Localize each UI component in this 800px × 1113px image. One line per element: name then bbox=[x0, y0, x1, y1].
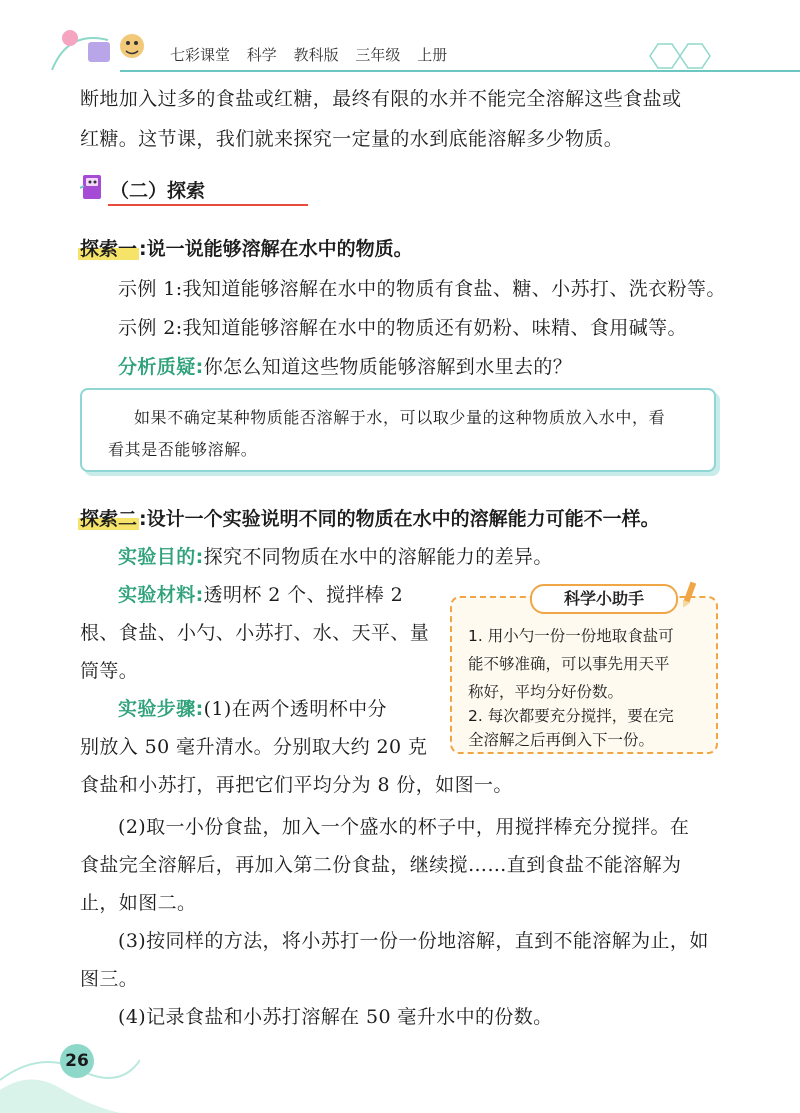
step1-text-1: (1)在两个透明杯中分 bbox=[203, 698, 387, 720]
step1-line-2: 别放入 50 毫升清水。分别取大约 20 克 bbox=[80, 736, 428, 758]
materials-label: 实验材料: bbox=[118, 584, 204, 606]
science-helper-box bbox=[450, 596, 718, 754]
materials-line-2: 根、食盐、小勺、小苏打、水、天平、量 bbox=[80, 622, 430, 644]
helper-tip1-line2: 能不够准确，可以事先用天平 bbox=[468, 655, 670, 673]
header-subject: 科学 bbox=[246, 46, 277, 64]
purpose-line bbox=[118, 542, 553, 569]
example-1: 示例 1:我知道能够溶解在水中的物质有食盐、糖、小苏打、洗衣粉等。 bbox=[118, 278, 726, 300]
purpose-text: 探究不同物质在水中的溶解能力的差异。 bbox=[203, 546, 553, 568]
analysis-label: 分析质疑: bbox=[118, 356, 204, 378]
explore-two-tag: 探索二 bbox=[80, 508, 138, 530]
step3-line-2: 图三。 bbox=[80, 968, 139, 990]
explore-two-title: :设计一个实验说明不同的物质在水中的溶解能力可能不一样。 bbox=[139, 508, 660, 530]
note-line-2: 看其是否能够溶解。 bbox=[108, 440, 258, 459]
page-header bbox=[0, 0, 800, 80]
explore-one-title: :说一说能够溶解在水中的物质。 bbox=[139, 238, 413, 260]
book-mascot-icon bbox=[80, 172, 106, 202]
section-title: （二）探索 bbox=[110, 180, 206, 202]
helper-tip1-line3: 称好，平均分好份数。 bbox=[468, 683, 624, 701]
header-term: 上册 bbox=[417, 46, 448, 64]
example-2: 示例 2:我知道能够溶解在水中的物质还有奶粉、味精、食用碱等。 bbox=[118, 317, 687, 339]
analysis-line bbox=[118, 352, 572, 379]
helper-tip2-line1: 2. 每次都要充分搅拌，要在完 bbox=[468, 707, 674, 725]
explore-one-heading bbox=[78, 234, 413, 261]
section-underline bbox=[108, 204, 308, 206]
pencil-icon bbox=[680, 580, 700, 610]
steps-line-1 bbox=[118, 694, 387, 721]
helper-tip2-line2: 全溶解之后再倒入下一份。 bbox=[468, 731, 655, 749]
step4-line: (4)记录食盐和小苏打溶解在 50 毫升水中的份数。 bbox=[118, 1006, 553, 1028]
note-line-1: 如果不确定某种物质能否溶解于水，可以取少量的这种物质放入水中，看 bbox=[134, 408, 666, 427]
step2-line-1: (2)取一小份食盐，加入一个盛水的杯子中，用搅拌棒充分搅拌。在 bbox=[118, 816, 690, 838]
intro-line-2: 红糖。这节课，我们就来探究一定量的水到底能溶解多少物质。 bbox=[80, 128, 624, 150]
helper-title-text: 科学小助手 bbox=[563, 589, 644, 608]
steps-label: 实验步骤: bbox=[118, 698, 204, 720]
tip-note-box bbox=[80, 388, 716, 472]
explore-one-tag: 探索一 bbox=[80, 238, 138, 260]
materials-text-1: 透明杯 2 个、搅拌棒 2 bbox=[203, 584, 404, 606]
helper-title bbox=[530, 584, 678, 614]
explore-two-heading bbox=[78, 504, 660, 531]
purpose-label: 实验目的: bbox=[118, 546, 204, 568]
intro-line-1: 断地加入过多的食盐或红糖，最终有限的水并不能完全溶解这些食盐或 bbox=[80, 88, 682, 110]
analysis-text: 你怎么知道这些物质能够溶解到水里去的？ bbox=[203, 356, 573, 378]
step2-line-2: 食盐完全溶解后，再加入第二份食盐，继续搅……直到食盐不能溶解为 bbox=[80, 854, 682, 876]
header-brand: 七彩课堂 bbox=[170, 46, 231, 64]
step1-line-3: 食盐和小苏打，再把它们平均分为 8 份，如图一。 bbox=[80, 774, 513, 796]
materials-line-3: 筒等。 bbox=[80, 660, 139, 682]
header-breadcrumb bbox=[170, 44, 459, 65]
step2-line-3: 止，如图二。 bbox=[80, 892, 197, 914]
page-number: 26 bbox=[60, 1044, 94, 1078]
header-edition: 教科版 bbox=[293, 46, 339, 64]
step3-line-1: (3)按同样的方法，将小苏打一份一份地溶解，直到不能溶解为止，如 bbox=[118, 930, 709, 952]
materials-line-1 bbox=[118, 580, 403, 607]
helper-tip1-line1: 1. 用小勺一份一份地取食盐可 bbox=[468, 627, 674, 645]
header-grade: 三年级 bbox=[355, 46, 401, 64]
hexagon-decoration-icon bbox=[640, 36, 720, 76]
